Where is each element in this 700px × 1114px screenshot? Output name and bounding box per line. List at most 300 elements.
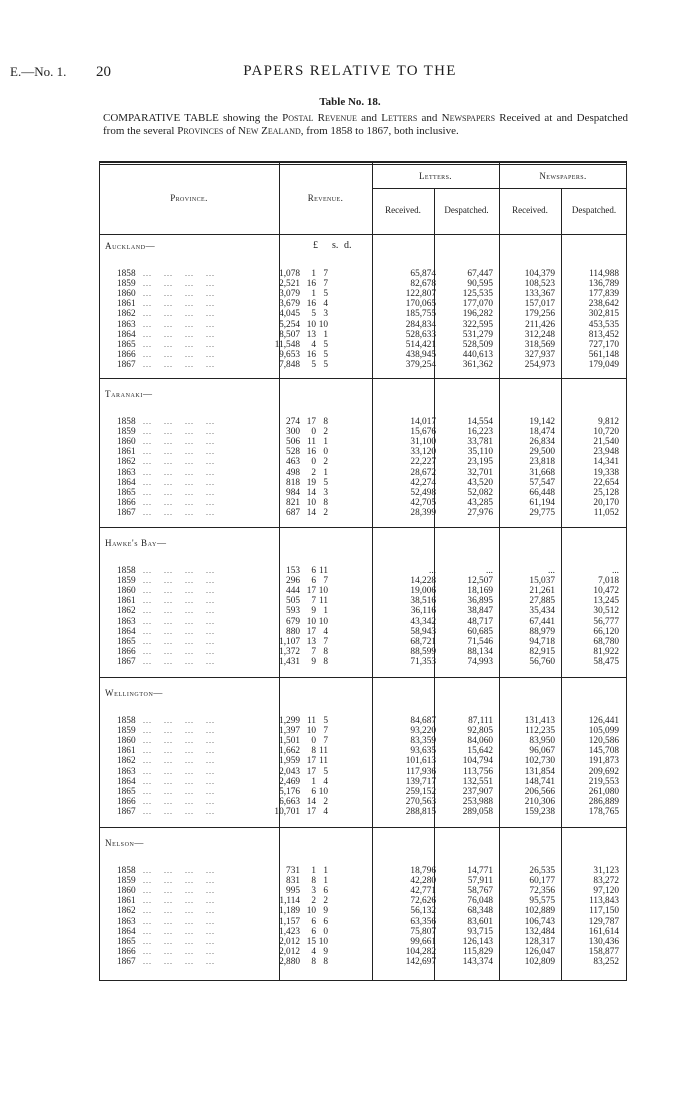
revenue-shillings-cell: 6 — [311, 916, 316, 927]
revenue-shillings-cell: 17 — [306, 766, 316, 777]
letters-despatched-cell: 38,847 — [467, 606, 493, 617]
year-cell: 1859 — [117, 726, 136, 737]
year-cell: 1862 — [117, 906, 136, 917]
letters-despatched-cell: 361,362 — [462, 359, 493, 370]
newspapers-despatched-cell: 10,472 — [593, 586, 619, 597]
newspapers-despatched-cell: 13,245 — [593, 596, 619, 607]
year-cell: 1862 — [117, 756, 136, 767]
newspapers-received-cell: 96,067 — [529, 746, 555, 757]
revenue-pence-cell: 10 — [318, 786, 328, 797]
table-row — [99, 350, 627, 360]
revenue-pounds-cell: 498 — [286, 467, 300, 478]
revenue-pounds-cell: 821 — [286, 497, 300, 508]
caption-text: and — [356, 112, 382, 124]
year-cell: 1867 — [117, 656, 136, 667]
newspapers-received-cell: 94,718 — [529, 636, 555, 647]
newspapers-despatched-header: Despatched. — [571, 205, 617, 215]
letters-received-cell: ... — [429, 566, 436, 576]
leader-dots: ... ... ... ... — [143, 866, 215, 875]
revenue-pence-cell: 8 — [323, 497, 328, 508]
revenue-shillings-cell: 9 — [311, 656, 316, 667]
year-cell: 1864 — [117, 626, 136, 637]
letters-received-cell: 28,399 — [410, 507, 436, 518]
letters-received-cell: 65,874 — [410, 269, 436, 279]
leader-dots: ... ... ... ... — [143, 309, 215, 319]
year-cell: 1861 — [117, 596, 136, 607]
revenue-pounds-cell: 1,372 — [279, 646, 300, 657]
revenue-pence-cell: 2 — [323, 427, 328, 438]
letters-despatched-cell: 15,642 — [467, 746, 493, 757]
leader-dots: ... ... ... ... — [143, 746, 215, 756]
revenue-pence-cell: 4 — [323, 299, 328, 310]
revenue-pounds-cell: 1,107 — [279, 636, 300, 647]
revenue-pounds-cell: 1,431 — [279, 656, 300, 667]
year-cell: 1867 — [117, 956, 136, 967]
revenue-pounds-cell: 506 — [286, 437, 300, 448]
table-row — [99, 756, 627, 766]
letters-despatched-cell: 67,447 — [467, 269, 493, 279]
year-cell: 1866 — [117, 796, 136, 807]
table-row — [99, 777, 627, 787]
table-row — [99, 927, 627, 937]
revenue-shillings-cell: 7 — [311, 596, 316, 607]
year-cell: 1860 — [117, 586, 136, 597]
newspapers-received-cell: 108,523 — [524, 279, 555, 290]
leader-dots: ... ... ... ... — [143, 736, 215, 746]
letters-received-cell: 259,152 — [405, 786, 436, 797]
letters-despatched-cell: 74,993 — [467, 656, 493, 667]
revenue-shillings-cell: 1 — [311, 269, 316, 279]
year-cell: 1862 — [117, 606, 136, 617]
newspapers-header: Newspapers. — [539, 171, 587, 181]
province-separator-rule — [99, 527, 627, 528]
year-cell: 1858 — [117, 566, 136, 576]
letters-received-cell: 93,635 — [410, 746, 436, 757]
letters-header: Letters. — [419, 171, 452, 181]
leader-dots: ... ... ... ... — [143, 596, 215, 606]
letters-despatched-cell: 76,048 — [467, 896, 493, 907]
year-cell: 1867 — [117, 507, 136, 518]
letters-despatched-cell: 18,169 — [467, 586, 493, 597]
table-row — [99, 340, 627, 350]
newspapers-despatched-cell: 238,642 — [588, 299, 619, 310]
newspapers-despatched-cell: 10,720 — [593, 427, 619, 438]
newspapers-received-cell: 95,575 — [529, 896, 555, 907]
newspapers-received-cell: 318,569 — [524, 339, 555, 350]
year-cell: 1865 — [117, 339, 136, 350]
revenue-shillings-cell: 10 — [306, 319, 316, 330]
letters-despatched-cell: ... — [486, 566, 493, 576]
revenue-pence-cell: 7 — [323, 576, 328, 587]
newspapers-despatched-cell: 83,272 — [593, 876, 619, 887]
table-row — [99, 957, 627, 967]
letters-received-cell: 101,613 — [405, 756, 436, 767]
revenue-pounds-cell: 300 — [286, 427, 300, 438]
newspapers-despatched-cell: 66,120 — [593, 626, 619, 637]
revenue-pence-cell: 2 — [323, 457, 328, 468]
newspapers-despatched-cell: 81,922 — [593, 646, 619, 657]
province-name: Nelson— — [105, 838, 145, 848]
leader-dots: ... ... ... ... — [143, 716, 215, 725]
letters-received-cell: 284,834 — [405, 319, 436, 330]
table-row — [99, 627, 627, 637]
letters-despatched-cell: 531,279 — [462, 329, 493, 340]
newspapers-received-cell: ... — [548, 566, 555, 576]
revenue-shillings-cell: 14 — [306, 796, 316, 807]
letters-despatched-cell: 322,595 — [462, 319, 493, 330]
newspapers-received-cell: 206,566 — [524, 786, 555, 797]
revenue-pence-cell: 10 — [318, 586, 328, 597]
revenue-shillings-cell: 1 — [311, 289, 316, 300]
leader-dots: ... ... ... ... — [143, 279, 215, 289]
revenue-pounds-cell: 984 — [286, 487, 300, 498]
revenue-pence-cell: 9 — [323, 906, 328, 917]
leader-dots: ... ... ... ... — [143, 906, 215, 916]
revenue-shillings-cell: 4 — [311, 339, 316, 350]
newspapers-received-cell: 26,535 — [529, 866, 555, 876]
running-head — [0, 64, 700, 84]
letters-despatched-cell: 177,070 — [462, 299, 493, 310]
leader-dots: ... ... ... ... — [143, 726, 215, 736]
revenue-shillings-cell: 11 — [307, 437, 316, 448]
revenue-pounds-cell: 1,397 — [279, 726, 300, 737]
leader-dots: ... ... ... ... — [143, 576, 215, 586]
revenue-pence-cell: 4 — [323, 806, 328, 817]
revenue-shillings-cell: 10 — [306, 726, 316, 737]
revenue-pence-cell: 1 — [323, 437, 328, 448]
newspapers-received-cell: 106,743 — [524, 916, 555, 927]
table-row — [99, 427, 627, 437]
letters-despatched-cell: 92,805 — [467, 726, 493, 737]
leader-dots: ... ... ... ... — [143, 956, 215, 966]
revenue-pounds-cell: 1,189 — [279, 906, 300, 917]
newspapers-received-cell: 131,854 — [524, 766, 555, 777]
leader-dots: ... ... ... ... — [143, 437, 215, 447]
table-row — [99, 767, 627, 777]
table-row — [99, 886, 627, 896]
newspapers-received-cell: 67,441 — [529, 616, 555, 627]
year-cell: 1863 — [117, 467, 136, 478]
newspapers-despatched-cell: 30,512 — [593, 606, 619, 617]
currency-unit-label: d. — [344, 240, 352, 251]
year-cell: 1865 — [117, 487, 136, 498]
letters-despatched-cell: 125,535 — [462, 289, 493, 300]
newspapers-received-cell: 102,889 — [524, 906, 555, 917]
newspapers-despatched-cell: 191,873 — [588, 756, 619, 767]
revenue-pounds-cell: 10,701 — [274, 806, 300, 817]
year-cell: 1858 — [117, 417, 136, 427]
revenue-pounds-cell: 1,501 — [279, 736, 300, 747]
letters-received-cell: 528,633 — [405, 329, 436, 340]
year-cell: 1867 — [117, 359, 136, 370]
newspapers-despatched-cell: 130,436 — [588, 936, 619, 947]
letters-received-cell: 56,132 — [410, 906, 436, 917]
newspapers-received-cell: 61,194 — [529, 497, 555, 508]
year-cell: 1859 — [117, 876, 136, 887]
leader-dots: ... ... ... ... — [143, 417, 215, 426]
revenue-pence-cell: 1 — [323, 606, 328, 617]
revenue-pounds-cell: 2,521 — [279, 279, 300, 290]
letters-received-cell: 52,498 — [410, 487, 436, 498]
revenue-shillings-cell: 8 — [311, 876, 316, 887]
revenue-pounds-cell: 2,469 — [279, 776, 300, 787]
newspapers-received-cell: 23,818 — [529, 457, 555, 468]
table-row — [99, 937, 627, 947]
year-cell: 1858 — [117, 716, 136, 726]
newspapers-despatched-cell: 113,843 — [589, 896, 619, 907]
year-cell: 1861 — [117, 896, 136, 907]
letters-received-cell: 15,676 — [410, 427, 436, 438]
newspapers-received-cell: 18,474 — [529, 427, 555, 438]
year-cell: 1862 — [117, 457, 136, 468]
newspapers-received-cell: 57,547 — [529, 477, 555, 488]
leader-dots: ... ... ... ... — [143, 467, 215, 477]
revenue-pounds-cell: 444 — [286, 586, 300, 597]
revenue-shillings-cell: 17 — [306, 756, 316, 767]
caption-small-caps: New Zealand — [238, 124, 301, 137]
revenue-shillings-cell: 7 — [311, 646, 316, 657]
newspapers-despatched-cell: 453,535 — [588, 319, 619, 330]
revenue-pence-cell: 6 — [323, 916, 328, 927]
letters-received-cell: 93,220 — [410, 726, 436, 737]
revenue-pence-cell: 10 — [318, 936, 328, 947]
leader-dots: ... ... ... ... — [143, 946, 215, 956]
newspapers-received-cell: 179,256 — [524, 309, 555, 320]
letters-received-cell: 43,342 — [410, 616, 436, 627]
letters-despatched-cell: 90,595 — [467, 279, 493, 290]
revenue-pence-cell: 8 — [323, 656, 328, 667]
newspapers-received-cell: 31,668 — [529, 467, 555, 478]
newspapers-despatched-cell: 126,441 — [588, 716, 619, 726]
top-rule-thick — [99, 161, 627, 163]
revenue-shillings-cell: 8 — [311, 746, 316, 757]
table-row — [99, 637, 627, 647]
newspapers-received-cell: 126,047 — [524, 946, 555, 957]
letters-received-cell: 42,274 — [410, 477, 436, 488]
table-row — [99, 586, 627, 596]
table-caption — [103, 112, 628, 137]
revenue-pence-cell: 2 — [323, 796, 328, 807]
letters-received-cell: 104,282 — [405, 946, 436, 957]
revenue-pence-cell: 11 — [319, 756, 328, 767]
year-cell: 1864 — [117, 926, 136, 937]
table-row — [99, 746, 627, 756]
province-separator-rule — [99, 827, 627, 828]
revenue-pounds-cell: 5,176 — [279, 786, 300, 797]
leader-dots: ... ... ... ... — [143, 786, 215, 796]
letters-received-cell: 83,359 — [410, 736, 436, 747]
newspapers-despatched-cell: 179,049 — [588, 359, 619, 370]
letters-received-cell: 72,626 — [410, 896, 436, 907]
revenue-shillings-cell: 10 — [306, 906, 316, 917]
letters-despatched-cell: 289,058 — [462, 806, 493, 817]
revenue-shillings-cell: 2 — [311, 896, 316, 907]
letters-despatched-cell: 43,520 — [467, 477, 493, 488]
leader-dots: ... ... ... ... — [143, 936, 215, 946]
leader-dots: ... ... ... ... — [143, 636, 215, 646]
leader-dots: ... ... ... ... — [143, 876, 215, 886]
revenue-pence-cell: 11 — [319, 566, 328, 576]
newspapers-received-cell: 157,017 — [524, 299, 555, 310]
letters-received-cell: 379,254 — [405, 359, 436, 370]
year-cell: 1862 — [117, 309, 136, 320]
newspapers-despatched-cell: 97,120 — [593, 886, 619, 897]
year-cell: 1859 — [117, 576, 136, 587]
table-row — [99, 606, 627, 616]
year-cell: 1865 — [117, 936, 136, 947]
caption-small-caps: Letters — [381, 112, 418, 124]
leader-dots: ... ... ... ... — [143, 796, 215, 806]
table-row — [99, 876, 627, 886]
province-name: Auckland— — [105, 241, 156, 251]
newspapers-despatched-cell: 105,099 — [588, 726, 619, 737]
caption-text: Received at and Despatched from the several — [103, 112, 628, 137]
letters-despatched-cell: 132,551 — [462, 776, 493, 787]
newspapers-despatched-cell: 286,889 — [588, 796, 619, 807]
revenue-shillings-cell: 9 — [311, 606, 316, 617]
table-row — [99, 457, 627, 467]
revenue-pence-cell: 11 — [319, 746, 328, 757]
newspapers-received-cell: 102,730 — [524, 756, 555, 767]
year-cell: 1864 — [117, 329, 136, 340]
letters-despatched-cell: 83,601 — [467, 916, 493, 927]
table-row — [99, 906, 627, 916]
newspapers-despatched-cell: 114,988 — [589, 269, 619, 279]
table-row — [99, 866, 627, 876]
letters-received-header: Received. — [385, 205, 421, 215]
table-row — [99, 269, 627, 279]
revenue-pence-cell: 5 — [323, 477, 328, 488]
newspapers-despatched-cell: 120,586 — [588, 736, 619, 747]
newspapers-despatched-cell: 177,839 — [588, 289, 619, 300]
leader-dots: ... ... ... ... — [143, 269, 215, 278]
revenue-pence-cell: 11 — [319, 596, 328, 607]
province-name: Hawke's Bay— — [105, 538, 167, 548]
revenue-shillings-cell: 8 — [311, 956, 316, 967]
revenue-pence-cell: 1 — [323, 866, 328, 876]
revenue-pence-cell: 4 — [323, 626, 328, 637]
year-cell: 1861 — [117, 299, 136, 310]
revenue-pounds-cell: 880 — [286, 626, 300, 637]
revenue-pounds-cell: 11,548 — [274, 339, 300, 350]
revenue-pence-cell: 5 — [323, 716, 328, 726]
year-cell: 1860 — [117, 886, 136, 897]
revenue-pounds-cell: 153 — [286, 566, 300, 576]
revenue-pounds-cell: 528 — [286, 447, 300, 458]
leader-dots: ... ... ... ... — [143, 457, 215, 467]
leader-dots: ... ... ... ... — [143, 359, 215, 369]
revenue-pounds-cell: 1,078 — [279, 269, 300, 279]
letters-despatched-cell: 57,911 — [467, 876, 493, 887]
newspapers-received-cell: 102,809 — [524, 956, 555, 967]
letters-received-cell: 142,697 — [405, 956, 436, 967]
currency-unit-label: s. — [332, 240, 339, 251]
newspapers-received-cell: 72,356 — [529, 886, 555, 897]
table-row — [99, 478, 627, 488]
letters-despatched-cell: 48,717 — [467, 616, 493, 627]
table-row — [99, 716, 627, 726]
revenue-pounds-cell: 5,254 — [279, 319, 300, 330]
letters-despatched-cell: 253,988 — [462, 796, 493, 807]
revenue-shillings-cell: 1 — [311, 776, 316, 787]
table-row — [99, 596, 627, 606]
newspapers-despatched-cell: 261,080 — [588, 786, 619, 797]
table-row — [99, 736, 627, 746]
letters-despatched-cell: 60,685 — [467, 626, 493, 637]
revenue-pounds-cell: 296 — [286, 576, 300, 587]
letters-despatched-cell: 35,110 — [467, 447, 493, 458]
revenue-shillings-cell: 0 — [311, 457, 316, 468]
letters-received-cell: 185,755 — [405, 309, 436, 320]
letters-despatched-cell: 115,829 — [463, 946, 493, 957]
letters-received-cell: 288,815 — [405, 806, 436, 817]
leader-dots: ... ... ... ... — [143, 646, 215, 656]
table-row — [99, 468, 627, 478]
table-row — [99, 299, 627, 309]
revenue-pence-cell: 5 — [323, 359, 328, 370]
newspapers-received-cell: 19,142 — [529, 417, 555, 427]
letters-despatched-cell: 12,507 — [467, 576, 493, 587]
leader-dots: ... ... ... ... — [143, 566, 215, 575]
letters-despatched-cell: 27,976 — [467, 507, 493, 518]
letters-despatched-cell: 52,082 — [467, 487, 493, 498]
revenue-pence-cell: 1 — [323, 876, 328, 887]
revenue-pounds-cell: 9,653 — [279, 349, 300, 360]
revenue-shillings-cell: 16 — [306, 299, 316, 310]
letters-despatched-cell: 440,613 — [462, 349, 493, 360]
newspapers-received-cell: 112,235 — [525, 726, 555, 737]
newspapers-despatched-cell: 161,614 — [588, 926, 619, 937]
newspapers-despatched-cell: ... — [612, 566, 619, 576]
newspapers-received-cell: 148,741 — [524, 776, 555, 787]
leader-dots: ... ... ... ... — [143, 606, 215, 616]
postal-table — [99, 161, 627, 982]
newspapers-despatched-cell: 302,815 — [588, 309, 619, 320]
newspapers-despatched-cell: 117,150 — [589, 906, 619, 917]
caption-text: and — [417, 112, 442, 124]
newspapers-despatched-cell: 58,475 — [593, 656, 619, 667]
leader-dots: ... ... ... ... — [143, 349, 215, 359]
revenue-pence-cell: 8 — [323, 956, 328, 967]
revenue-shillings-cell: 19 — [306, 477, 316, 488]
year-cell: 1864 — [117, 477, 136, 488]
letters-received-cell: 438,945 — [405, 349, 436, 360]
letters-received-cell: 22,227 — [410, 457, 436, 468]
table-row — [99, 896, 627, 906]
header-bottom-rule — [99, 234, 627, 235]
leader-dots: ... ... ... ... — [143, 447, 215, 457]
newspapers-received-cell: 56,760 — [529, 656, 555, 667]
revenue-shillings-cell: 1 — [311, 866, 316, 876]
year-cell: 1866 — [117, 349, 136, 360]
revenue-pounds-cell: 3,679 — [279, 299, 300, 310]
revenue-pounds-cell: 731 — [286, 866, 300, 876]
revenue-pounds-cell: 2,880 — [279, 956, 300, 967]
revenue-shillings-cell: 0 — [311, 427, 316, 438]
newspapers-despatched-cell: 129,787 — [588, 916, 619, 927]
year-cell: 1865 — [117, 786, 136, 797]
letters-received-cell: 31,100 — [410, 437, 436, 448]
letters-received-cell: 139,717 — [405, 776, 436, 787]
revenue-pence-cell: 7 — [323, 726, 328, 737]
revenue-pence-cell: 1 — [323, 467, 328, 478]
letters-received-cell: 58,943 — [410, 626, 436, 637]
revenue-pence-cell: 0 — [323, 926, 328, 937]
currency-unit-label: £ — [313, 240, 318, 251]
table-row — [99, 787, 627, 797]
leader-dots: ... ... ... ... — [143, 299, 215, 309]
revenue-shillings-cell: 17 — [306, 626, 316, 637]
